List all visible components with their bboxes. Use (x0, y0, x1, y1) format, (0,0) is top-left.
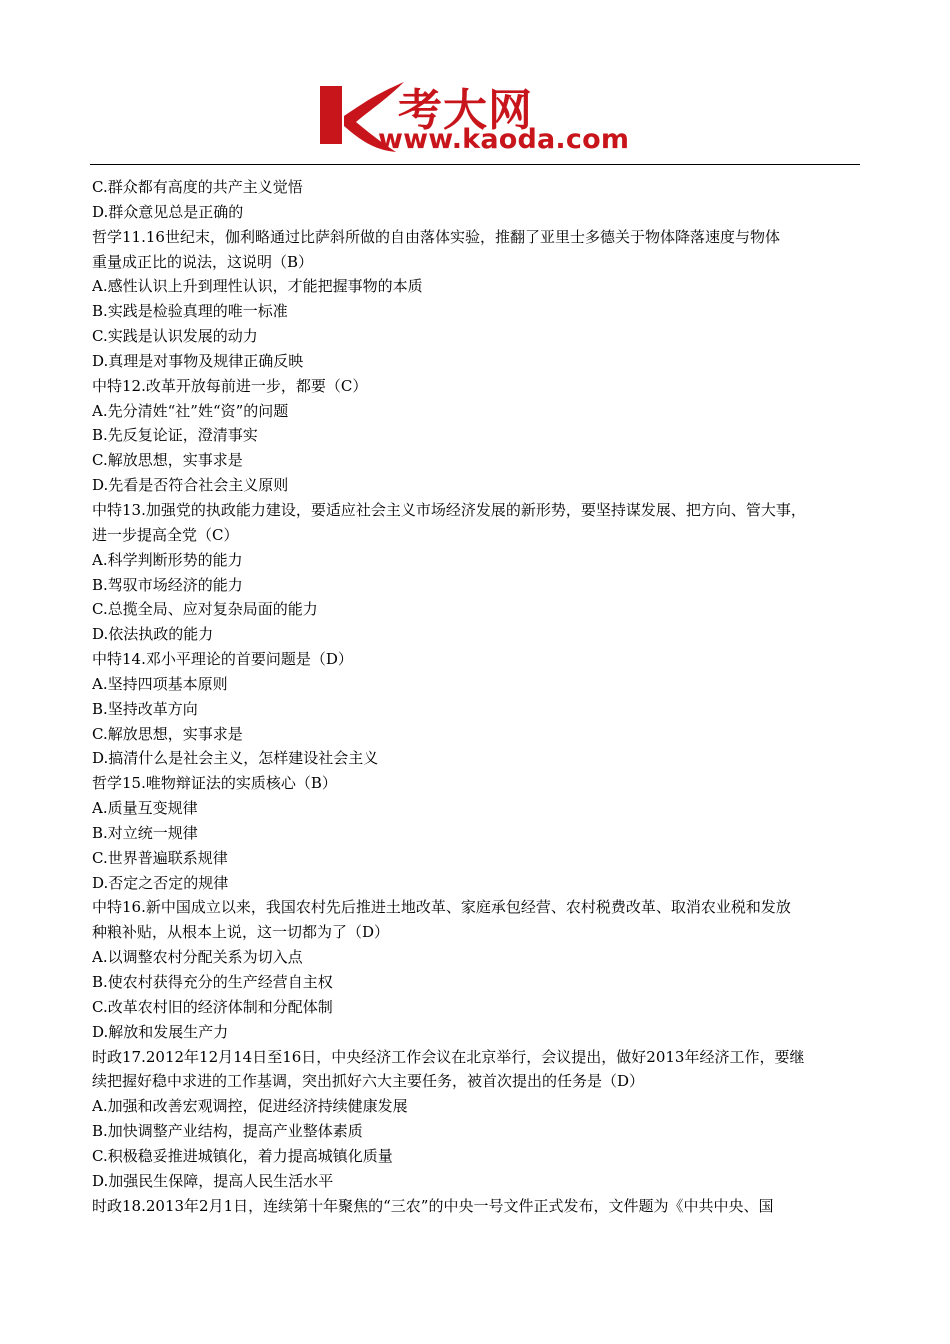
text-line: D.解放和发展生产力 (92, 1022, 229, 1041)
text-line: 中特12.改革开放每前进一步，都要（C） (92, 376, 368, 395)
kaoda-logo (318, 80, 638, 158)
text-line: C.解放思想，实事求是 (92, 724, 243, 743)
text-line: D.搞清什么是社会主义，怎样建设社会主义 (92, 749, 379, 768)
text-line: C.世界普遍联系规律 (92, 848, 228, 867)
logo-url-text: www.kaoda.com (378, 124, 630, 155)
text-line: A.先分清姓“社”姓“资”的问题 (92, 401, 289, 420)
text-line: A.加强和改善宏观调控，促进经济持续健康发展 (92, 1097, 408, 1116)
logo-chinese-text: 考大网 (398, 85, 533, 136)
text-line: C.总揽全局、应对复杂局面的能力 (92, 600, 318, 619)
text-line: 中特13.加强党的执政能力建设，要适应社会主义市场经济发展的新形势，要坚持谋发展、把方向、管大事， (92, 500, 806, 519)
text-line: 中特16.新中国成立以来，我国农村先后推进土地改革、家庭承包经营、农村税费改革、取消农业税和发放 (92, 898, 791, 917)
text-line: 哲学15.唯物辩证法的实质核心（B） (92, 774, 337, 793)
text-line: B.驾驭市场经济的能力 (92, 575, 243, 594)
text-line: B.加快调整产业结构，提高产业整体素质 (92, 1122, 363, 1141)
text-line: B.对立统一规律 (92, 823, 198, 842)
text-line: 进一步提高全党（C） (92, 525, 239, 544)
text-line: C.改革农村旧的经济体制和分配体制 (92, 997, 333, 1016)
text-line: D.群众意见总是正确的 (92, 202, 244, 221)
text-line: 哲学11.16世纪末，伽利略通过比萨斜所做的自由落体实验，推翻了亚里士多德关于物体降落速度与物体 (92, 227, 780, 246)
text-line: 重量成正比的说法，这说明（B） (92, 252, 314, 271)
text-line: B.坚持改革方向 (92, 699, 198, 718)
text-line: C.实践是认识发展的动力 (92, 327, 258, 346)
text-line: C.群众都有高度的共产主义觉悟 (92, 178, 303, 196)
text-line: D.加强民生保障，提高人民生活水平 (92, 1171, 334, 1190)
text-line: C.解放思想，实事求是 (92, 451, 243, 470)
text-line: 时政18.2013年2月1日，连续第十年聚焦的“三农”的中央一号文件正式发布，文件题为《中共中央、国 (92, 1196, 774, 1215)
text-line: B.使农村获得充分的生产经营自主权 (92, 973, 333, 991)
text-line: A.感性认识上升到理性认识，才能把握事物的本质 (92, 277, 423, 296)
text-line: 种粮补贴，从根本上说，这一切都为了（D） (92, 923, 390, 942)
text-line: D.依法执政的能力 (92, 625, 214, 644)
text-line: 续把握好稳中求进的工作基调，突出抓好六大主要任务，被首次提出的任务是（D） (92, 1072, 645, 1091)
text-line: C.积极稳妥推进城镇化，着力提高城镇化质量 (92, 1146, 393, 1165)
text-line: D.否定之否定的规律 (92, 873, 229, 892)
document-body (92, 175, 860, 1218)
text-line: B.实践是检验真理的唯一标准 (92, 302, 288, 321)
header-divider (90, 164, 860, 165)
text-line: B.先反复论证，澄清事实 (92, 426, 258, 445)
text-line: D.真理是对事物及规律正确反映 (92, 351, 304, 370)
text-line: A.坚持四项基本原则 (92, 674, 228, 693)
text-line: 时政17.2012年12月14日至16日，中央经济工作会议在北京举行，会议提出，做好2013年经济工作，要继 (92, 1047, 805, 1066)
text-line: A.质量互变规律 (92, 799, 198, 818)
text-line: A.以调整农村分配关系为切入点 (92, 948, 303, 967)
text-line: 中特14.邓小平理论的首要问题是（D） (92, 650, 353, 669)
text-line: A.科学判断形势的能力 (92, 550, 243, 569)
text-line: D.先看是否符合社会主义原则 (92, 476, 289, 495)
